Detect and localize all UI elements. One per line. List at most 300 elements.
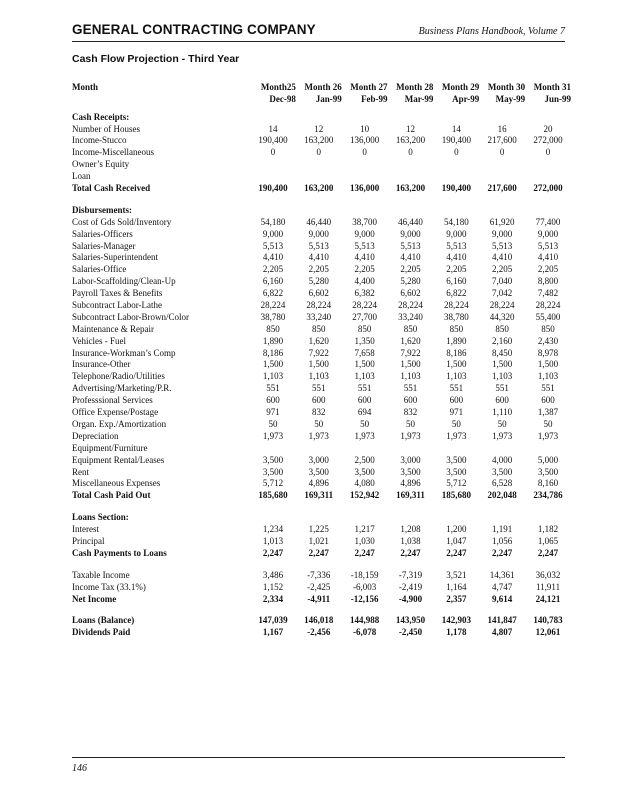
row-label: Salaries-Officers: [72, 228, 133, 239]
table-cell: 3,500: [446, 466, 467, 477]
table-cell: 6,382: [354, 288, 375, 299]
table-row: [72, 263, 571, 275]
table-cell: [525, 170, 571, 182]
table-cell: 2,205: [354, 264, 375, 275]
table-cell: 1,013: [262, 535, 284, 546]
table-cell: 5,000: [537, 454, 559, 465]
table-row: [72, 382, 571, 394]
row-label: Maintenance & Repair: [72, 323, 154, 334]
table-cell: 551: [266, 383, 280, 394]
column-header-date: Dec-98: [269, 93, 296, 104]
table-cell: -7,336: [307, 569, 331, 580]
table-cell: 1,500: [308, 359, 329, 370]
table-cell: [296, 170, 342, 182]
table-cell: 5,280: [308, 276, 329, 287]
table-cell: 9,000: [400, 228, 421, 239]
table-cell: 5,513: [537, 240, 559, 251]
row-label: Telephone/Radio/Utilities: [72, 371, 165, 382]
table-cell: 600: [495, 395, 509, 406]
table-cell: 5,513: [492, 240, 513, 251]
table-cell: 12: [314, 123, 324, 134]
table-cell: 850: [357, 323, 372, 334]
table-row: [72, 311, 571, 323]
table-cell: 1,110: [492, 407, 513, 418]
table-cell: 5,513: [354, 240, 375, 251]
table-cell: 3,521: [446, 569, 467, 580]
table-row: [72, 394, 571, 406]
table-cell: 1,030: [354, 535, 375, 546]
table-cell: 4,896: [400, 478, 421, 489]
table-cell: 4,807: [492, 627, 513, 638]
table-cell: 2,357: [446, 593, 467, 604]
row-label: Equipment/Furniture: [72, 442, 148, 453]
row-label: Total Cash Received: [72, 183, 151, 194]
column-header-month: Month25: [260, 81, 296, 92]
row-label: Depreciation: [72, 430, 119, 441]
table-cell: 1,021: [308, 535, 329, 546]
table-cell: [433, 170, 479, 182]
table-cell: 850: [403, 323, 418, 334]
row-label: Loan: [72, 171, 91, 182]
table-cell: 4,410: [400, 252, 421, 263]
table-row: [72, 523, 571, 535]
table-cell: 2,247: [446, 547, 467, 558]
table-row: [72, 535, 571, 547]
row-label: Cash Payments to Loans: [72, 547, 167, 558]
table-cell: 3,500: [492, 466, 513, 477]
row-label: Payroll Taxes & Benefits: [72, 288, 163, 299]
table-cell: 2,247: [308, 547, 329, 558]
row-label: Taxable Income: [72, 569, 130, 580]
table-cell: [479, 158, 525, 170]
table-cell: 3,500: [308, 466, 329, 477]
table-cell: 3,500: [400, 466, 421, 477]
table-cell: 600: [357, 395, 372, 406]
table-cell: 4,747: [492, 581, 513, 592]
table-row: [72, 430, 571, 442]
table-cell: 2,205: [262, 264, 284, 275]
row-label: Rent: [72, 466, 89, 477]
table-cell: [388, 170, 434, 182]
page-number: 146: [72, 763, 87, 774]
table-row: [72, 581, 571, 593]
table-cell: 1,500: [262, 359, 284, 370]
row-label: Advertising/Marketing/P.R.: [72, 383, 172, 394]
table-cell: 7,482: [537, 288, 559, 299]
row-label: Insurance-Other: [72, 359, 131, 370]
table-cell: 140,783: [533, 615, 563, 626]
table-cell: 8,800: [537, 276, 559, 287]
section-heading-row: [72, 111, 571, 123]
table-row: [72, 123, 571, 135]
table-cell: 144,988: [350, 615, 380, 626]
table-cell: 1,500: [492, 359, 513, 370]
table-cell: 4,410: [446, 252, 467, 263]
table-row: [72, 626, 571, 638]
table-row: [72, 359, 571, 371]
table-cell: 28,224: [352, 300, 378, 311]
table-cell: 217,600: [487, 135, 517, 146]
table-cell: 50: [497, 418, 507, 429]
section-spacer: [72, 501, 571, 511]
row-label: Miscellaneous Expenses: [72, 478, 161, 489]
section-spacer: [72, 605, 571, 615]
table-cell: 28,224: [260, 300, 286, 311]
table-cell: 0: [545, 147, 551, 158]
column-header-month: Month 31: [533, 81, 571, 92]
column-header-date: Jan-99: [315, 93, 342, 104]
table-cell: 694: [357, 407, 372, 418]
table-cell: -6,078: [353, 627, 377, 638]
table-row: [72, 442, 571, 454]
table-cell: 12,061: [535, 627, 561, 638]
table-cell: 1,973: [492, 430, 513, 441]
table-cell: 600: [403, 395, 418, 406]
table-cell: 971: [449, 407, 464, 418]
table-cell: -7,319: [398, 569, 423, 580]
table-row: [72, 569, 571, 581]
table-cell: 9,000: [262, 228, 284, 239]
table-cell: [342, 158, 388, 170]
table-cell: 850: [495, 323, 509, 334]
table-cell: 7,922: [308, 347, 329, 358]
table-cell: 850: [449, 323, 464, 334]
row-label: Professsional Services: [72, 395, 153, 406]
row-label: Income Tax (33.1%): [72, 581, 146, 592]
table-cell: 152,942: [350, 490, 380, 501]
table-cell: 28,224: [489, 300, 515, 311]
table-cell: 1,103: [492, 371, 513, 382]
table-cell: 8,160: [537, 478, 559, 489]
table-cell: 38,780: [260, 311, 286, 322]
header-company-name: GENERAL CONTRACTING COMPANY: [72, 22, 316, 37]
table-cell: 832: [312, 407, 326, 418]
table-cell: 2,247: [400, 547, 421, 558]
table-cell: 1,103: [537, 371, 559, 382]
table-row: [72, 335, 571, 347]
table-cell: 33,240: [306, 311, 332, 322]
table-cell: 551: [495, 383, 509, 394]
table-cell: 3,500: [537, 466, 559, 477]
column-header-month: Month 26: [304, 81, 342, 92]
row-label: Salaries-Manager: [72, 240, 136, 251]
table-cell: [342, 170, 388, 182]
footer-divider: [72, 757, 565, 758]
table-row: [72, 466, 571, 478]
table-row: [72, 170, 571, 182]
table-row: [72, 615, 571, 627]
table-cell: 1,103: [400, 371, 421, 382]
table-cell: 28,224: [443, 300, 469, 311]
table-cell: 6,528: [492, 478, 513, 489]
table-cell: 14,361: [489, 569, 515, 580]
table-cell: 600: [541, 395, 555, 406]
table-cell: 10: [360, 123, 370, 134]
table-cell: [296, 158, 342, 170]
table-cell: [525, 442, 571, 454]
table-cell: 50: [268, 418, 278, 429]
table-cell: 5,513: [400, 240, 421, 251]
table-cell: 1,178: [446, 627, 467, 638]
table-cell: 4,410: [308, 252, 329, 263]
table-cell: 33,240: [398, 311, 423, 322]
table-cell: 7,042: [492, 288, 513, 299]
table-cell: 4,400: [354, 276, 375, 287]
table-cell: 9,000: [492, 228, 513, 239]
row-label: Income-Miscellaneous: [72, 147, 154, 158]
table-cell: 20: [543, 123, 553, 134]
table-cell: 6,822: [262, 288, 284, 299]
table-cell: [388, 158, 434, 170]
row-label: Salaries-Office: [72, 264, 127, 275]
table-row: [72, 347, 571, 359]
table-cell: 0: [316, 147, 322, 158]
column-header-date: Feb-99: [361, 93, 388, 104]
table-cell: 551: [403, 383, 418, 394]
column-header-month: Month 27: [350, 81, 388, 92]
table-cell: 832: [403, 407, 418, 418]
table-cell: 4,410: [492, 252, 513, 263]
table-cell: 28,224: [535, 300, 561, 311]
table-cell: 5,513: [446, 240, 467, 251]
table-cell: 14: [451, 123, 461, 134]
table-cell: 163,200: [304, 183, 334, 194]
table-cell: 551: [541, 383, 555, 394]
table-cell: 3,500: [446, 454, 467, 465]
table-cell: [388, 442, 434, 454]
table-cell: 1,350: [354, 335, 375, 346]
row-label: Interest: [72, 524, 99, 535]
table-cell: 141,847: [487, 615, 517, 626]
column-header-date: Mar-99: [404, 93, 434, 104]
column-header-month: Month 28: [396, 81, 434, 92]
table-cell: 11,911: [536, 581, 561, 592]
table-cell: 9,000: [354, 228, 375, 239]
table-cell: 202,048: [487, 490, 517, 501]
column-header-date: Apr-99: [452, 93, 480, 104]
table-cell: 1,973: [537, 430, 559, 441]
section-heading-row: [72, 511, 571, 523]
table-cell: 2,205: [537, 264, 559, 275]
table-cell: -2,425: [307, 581, 331, 592]
table-cell: 3,500: [262, 466, 284, 477]
table-header-date-row: [72, 93, 571, 105]
table-row: [72, 146, 571, 158]
table-cell: 272,000: [533, 183, 563, 194]
header-divider: [72, 41, 565, 42]
table-cell: 1,620: [400, 335, 421, 346]
table-cell: 1,500: [354, 359, 375, 370]
table-cell: 54,180: [443, 216, 469, 227]
table-cell: 1,038: [400, 535, 421, 546]
table-cell: 2,205: [308, 264, 329, 275]
table-cell: 217,600: [487, 183, 517, 194]
table-cell: 600: [449, 395, 464, 406]
row-label: Dividends Paid: [72, 627, 131, 638]
table-cell: 4,410: [354, 252, 375, 263]
column-header-month: Month 29: [441, 81, 480, 92]
row-label: Loans (Balance): [72, 615, 135, 626]
table-cell: 1,208: [400, 524, 421, 535]
table-cell: 27,700: [352, 311, 378, 322]
table-cell: 7,040: [492, 276, 513, 287]
table-cell: [479, 170, 525, 182]
table-cell: 50: [360, 418, 370, 429]
table-cell: 61,920: [489, 216, 515, 227]
table-cell: -2,419: [398, 581, 423, 592]
table-cell: 24,121: [535, 593, 561, 604]
table-cell: 600: [312, 395, 326, 406]
table-cell: 1,890: [262, 335, 284, 346]
table-cell: 147,039: [258, 615, 288, 626]
section-spacer: [72, 194, 571, 204]
table-cell: 1,167: [262, 627, 284, 638]
table-cell: [433, 158, 479, 170]
table-cell: 5,712: [262, 478, 284, 489]
row-label: Office Expense/Postage: [72, 407, 159, 418]
row-label: Organ. Exp./Amortization: [72, 418, 167, 429]
table-row: [72, 323, 571, 335]
table-cell: 54,180: [260, 216, 286, 227]
table-cell: 1,103: [262, 371, 284, 382]
table-cell: 3,486: [262, 569, 284, 580]
table-cell: 5,513: [308, 240, 329, 251]
table-cell: 600: [266, 395, 280, 406]
table-cell: 1,065: [537, 535, 559, 546]
table-cell: 6,602: [400, 288, 421, 299]
table-cell: 5,712: [446, 478, 467, 489]
row-label: Insurance-Workman’s Comp: [72, 347, 176, 358]
table-row: [72, 478, 571, 490]
table-header-month-row: [72, 81, 571, 93]
table-row: [72, 593, 571, 605]
table-cell: 2,247: [492, 547, 513, 558]
table-cell: 136,000: [350, 135, 380, 146]
table-cell: 0: [408, 147, 413, 158]
table-cell: 44,320: [489, 311, 515, 322]
table-cell: 1,973: [262, 430, 284, 441]
row-label: Number of Houses: [72, 123, 140, 134]
table-cell: 2,247: [262, 547, 284, 558]
table-cell: 190,400: [258, 135, 288, 146]
table-cell: 1,500: [537, 359, 559, 370]
section-heading: Cash Receipts:: [72, 111, 130, 122]
table-cell: 14: [268, 123, 278, 134]
table-cell: 8,978: [537, 347, 559, 358]
table-row: [72, 489, 571, 501]
table-cell: 163,200: [395, 135, 426, 146]
table-row: [72, 228, 571, 240]
table-cell: [296, 442, 342, 454]
table-cell: 2,430: [537, 335, 559, 346]
table-cell: 2,205: [492, 264, 513, 275]
table-cell: 1,234: [262, 524, 284, 535]
table-body: [72, 105, 571, 639]
table-cell: 1,973: [308, 430, 329, 441]
table-cell: [433, 442, 479, 454]
table-cell: 0: [499, 147, 505, 158]
table-cell: 1,164: [446, 581, 467, 592]
table-cell: 6,602: [308, 288, 329, 299]
table-row: [72, 135, 571, 147]
table-cell: 5,280: [400, 276, 421, 287]
row-label: Income-Stucco: [72, 135, 127, 146]
table-cell: 190,400: [441, 183, 471, 194]
table-cell: 5,513: [262, 240, 284, 251]
table-cell: 1,103: [354, 371, 375, 382]
table-cell: 850: [541, 323, 555, 334]
table-cell: 8,186: [262, 347, 284, 358]
table-cell: 190,400: [441, 135, 471, 146]
table-cell: 3,000: [308, 454, 329, 465]
table-cell: 1,200: [446, 524, 467, 535]
table-cell: 1,103: [308, 371, 329, 382]
table-row: [72, 299, 571, 311]
table-cell: 8,186: [446, 347, 467, 358]
table-cell: -2,450: [398, 627, 423, 638]
row-label: Total Cash Paid Out: [72, 490, 151, 501]
table-cell: 36,032: [535, 569, 561, 580]
row-label: Principal: [72, 535, 105, 546]
table-cell: 551: [312, 383, 326, 394]
row-label: Equipment Rental/Leases: [72, 454, 165, 465]
table-cell: 143,950: [395, 615, 426, 626]
header-book-title: Business Plans Handbook, Volume 7: [418, 26, 565, 37]
table-cell: 185,680: [441, 490, 471, 501]
table-row: [72, 418, 571, 430]
table-cell: 971: [266, 407, 280, 418]
table-cell: [250, 442, 296, 454]
table-cell: 6,160: [262, 276, 284, 287]
table-cell: 169,311: [304, 490, 334, 501]
table-cell: 9,000: [446, 228, 467, 239]
table-row: [72, 252, 571, 264]
table-cell: 1,152: [262, 581, 284, 592]
table-cell: 1,182: [537, 524, 559, 535]
table-cell: 169,311: [396, 490, 425, 501]
section-heading-row: [72, 204, 571, 216]
table-cell: 1,191: [492, 524, 513, 535]
table-cell: 3,000: [400, 454, 421, 465]
section-heading: Disbursements:: [72, 204, 132, 215]
table-cell: 9,000: [308, 228, 329, 239]
table-cell: 46,440: [306, 216, 332, 227]
table-cell: 234,786: [533, 490, 563, 501]
table-cell: 12: [405, 123, 415, 134]
table-row: [72, 182, 571, 194]
table-cell: 190,400: [258, 183, 288, 194]
table-cell: 1,500: [400, 359, 421, 370]
table-cell: -6,003: [353, 581, 377, 592]
table-cell: 0: [362, 147, 367, 158]
table-cell: [525, 158, 571, 170]
table-cell: 2,205: [446, 264, 467, 275]
table-cell: [250, 170, 296, 182]
table-cell: 7,658: [354, 347, 375, 358]
table-cell: 9,000: [537, 228, 559, 239]
table-cell: -4,900: [398, 593, 423, 604]
table-cell: 50: [314, 418, 324, 429]
table-cell: 1,973: [446, 430, 467, 441]
table-cell: 4,000: [492, 454, 513, 465]
table-cell: 8,450: [492, 347, 513, 358]
row-label: Owner’s Equity: [72, 159, 130, 170]
table-cell: 163,200: [304, 135, 334, 146]
table-row: [72, 216, 571, 228]
table-cell: 4,080: [354, 478, 375, 489]
column-header-date: May-99: [495, 93, 526, 104]
table-cell: 4,410: [262, 252, 284, 263]
